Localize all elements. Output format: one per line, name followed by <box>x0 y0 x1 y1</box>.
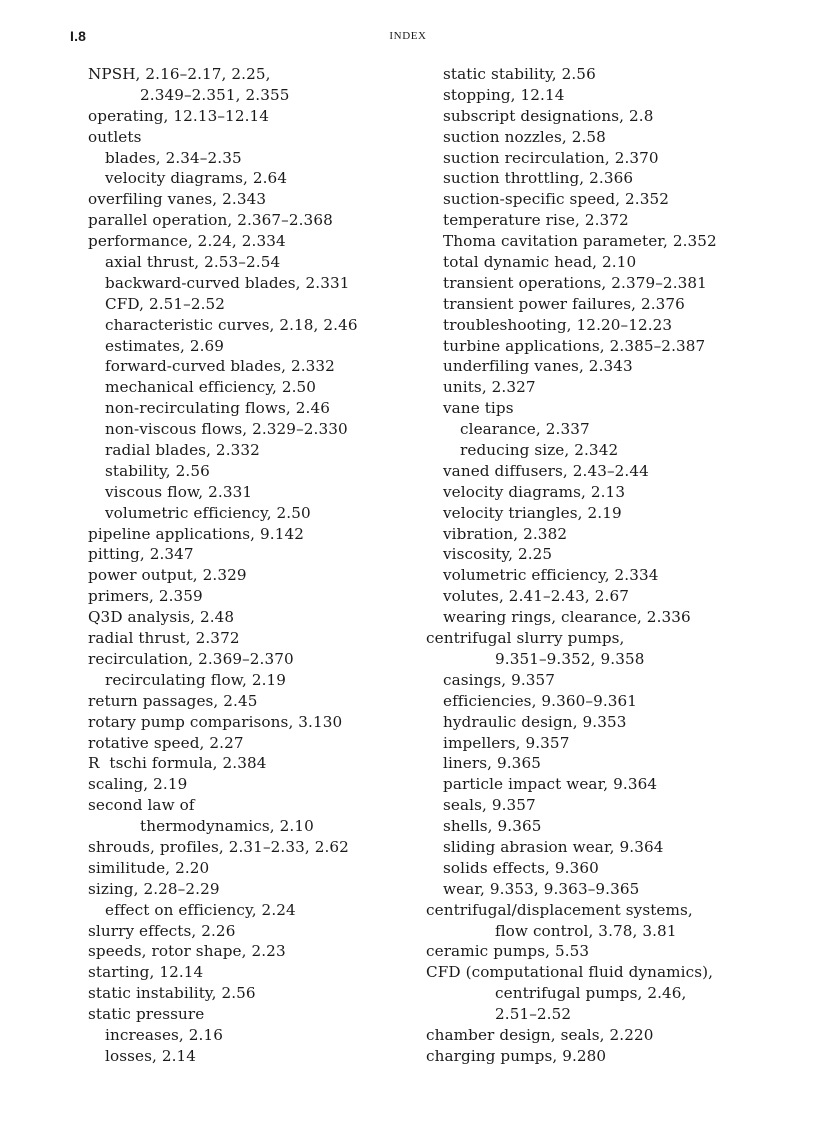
index-entry: reducing size, 2.342 <box>460 441 619 460</box>
index-entry: volumetric efficiency, 2.334 <box>443 566 659 585</box>
index-entry: 2.349–2.351, 2.355 <box>140 85 290 104</box>
index-entry: Thoma cavitation parameter, 2.352 <box>443 232 717 251</box>
index-entry: impellers, 9.357 <box>443 733 570 752</box>
index-entry: blades, 2.34–2.35 <box>105 148 242 167</box>
index-entry: subscript designations, 2.8 <box>443 106 654 125</box>
index-entry: clearance, 2.337 <box>460 420 590 439</box>
index-entry: speeds, rotor shape, 2.23 <box>88 942 286 961</box>
index-entry: velocity diagrams, 2.64 <box>105 169 288 188</box>
index-entry: vibration, 2.382 <box>443 524 568 543</box>
index-entry: power output, 2.329 <box>88 566 247 585</box>
index-entry: suction nozzles, 2.58 <box>443 127 606 146</box>
index-entry: shrouds, profiles, 2.31–2.33, 2.62 <box>88 837 349 856</box>
index-entry: particle impact wear, 9.364 <box>443 775 658 794</box>
index-entry: slurry effects, 2.26 <box>88 921 236 940</box>
index-entry: Q3D analysis, 2.48 <box>88 608 235 627</box>
index-entry: static pressure <box>88 1005 205 1024</box>
index-entry: troubleshooting, 12.20–12.23 <box>443 315 673 334</box>
index-entry: increases, 2.16 <box>105 1025 223 1044</box>
index-entry: vaned diffusers, 2.43–2.44 <box>443 461 649 480</box>
index-entry: return passages, 2.45 <box>88 691 258 710</box>
index-entry: wearing rings, clearance, 2.336 <box>443 608 691 627</box>
index-entry: thermodynamics, 2.10 <box>140 817 314 836</box>
running-head: INDEX <box>389 30 427 42</box>
index-entry: efficiencies, 9.360–9.361 <box>443 691 638 710</box>
index-entry: velocity diagrams, 2.13 <box>443 482 626 501</box>
index-entry: non-recirculating flows, 2.46 <box>105 399 330 418</box>
index-entry: NPSH, 2.16–2.17, 2.25, <box>88 65 271 83</box>
index-entry: parallel operation, 2.367–2.368 <box>88 211 333 230</box>
index-entry: charging pumps, 9.280 <box>426 1046 607 1065</box>
index-entry: backward-curved blades, 2.331 <box>105 273 350 292</box>
index-entry: axial thrust, 2.53–2.54 <box>105 253 281 272</box>
index-entry: radial thrust, 2.372 <box>88 629 240 648</box>
index-entry: flow control, 3.78, 3.81 <box>495 921 677 940</box>
index-column-right <box>426 64 776 1067</box>
index-entry: estimates, 2.69 <box>105 336 225 355</box>
index-entry: velocity triangles, 2.19 <box>443 503 622 522</box>
index-entry: ceramic pumps, 5.53 <box>426 942 590 961</box>
index-entry: wear, 9.353, 9.363–9.365 <box>443 879 640 898</box>
index-entry: chamber design, seals, 2.220 <box>426 1025 654 1044</box>
index-column-left <box>88 64 408 1067</box>
index-entry: 2.51–2.52 <box>495 1005 572 1024</box>
index-entry: temperature rise, 2.372 <box>443 211 629 230</box>
index-entry: mechanical efficiency, 2.50 <box>105 378 317 397</box>
index-entry: pipeline applications, 9.142 <box>88 524 304 543</box>
index-entry: scaling, 2.19 <box>88 775 188 794</box>
index-entry: primers, 2.359 <box>88 587 203 606</box>
index-entry: units, 2.327 <box>443 378 536 397</box>
index-entry: effect on efficiency, 2.24 <box>105 900 296 919</box>
index-entry: 9.351–9.352, 9.358 <box>495 649 645 668</box>
index-entry: stability, 2.56 <box>105 461 210 480</box>
index-entry: outlets <box>88 127 142 146</box>
index-entry: pitting, 2.347 <box>88 545 194 564</box>
index-entry: non-viscous flows, 2.329–2.330 <box>105 420 348 439</box>
index-entry: starting, 12.14 <box>88 963 204 982</box>
index-entry: seals, 9.357 <box>443 796 536 815</box>
index-entry: performance, 2.24, 2.334 <box>88 232 286 251</box>
index-entry: volumetric efficiency, 2.50 <box>105 503 311 522</box>
index-entry: stopping, 12.14 <box>443 85 565 104</box>
index-entry: losses, 2.14 <box>105 1046 197 1065</box>
index-entry: rotary pump comparisons, 3.130 <box>88 712 343 731</box>
index-entry: second law of <box>88 796 195 815</box>
index-entry: CFD, 2.51–2.52 <box>105 294 226 313</box>
index-entry: centrifugal slurry pumps, <box>426 629 625 648</box>
index-entry: suction-specific speed, 2.352 <box>443 190 670 209</box>
index-entry: transient power failures, 2.376 <box>443 294 685 313</box>
index-entry: static stability, 2.56 <box>443 65 596 83</box>
index-entry: underfiling vanes, 2.343 <box>443 357 633 376</box>
page-number: I.8 <box>70 28 87 44</box>
index-entry: liners, 9.365 <box>443 754 541 773</box>
index-entry: hydraulic design, 9.353 <box>443 712 627 731</box>
index-entry: recirculating flow, 2.19 <box>105 670 287 689</box>
index-entry: characteristic curves, 2.18, 2.46 <box>105 315 358 334</box>
index-entry: transient operations, 2.379–2.381 <box>443 273 707 292</box>
index-entry: CFD (computational fluid dynamics), <box>426 963 714 982</box>
index-entry: total dynamic head, 2.10 <box>443 253 637 272</box>
index-entry: viscosity, 2.25 <box>443 545 553 564</box>
index-entry: static instability, 2.56 <box>88 984 256 1003</box>
index-entry: suction throttling, 2.366 <box>443 169 634 188</box>
index-entry: recirculation, 2.369–2.370 <box>88 649 294 668</box>
index-entry: shells, 9.365 <box>443 817 542 836</box>
index-entry: centrifugal/displacement systems, <box>426 900 693 919</box>
index-entry: solids effects, 9.360 <box>443 858 599 877</box>
index-entry: suction recirculation, 2.370 <box>443 148 659 167</box>
index-entry: R tschi formula, 2.384 <box>88 754 267 773</box>
index-entry: centrifugal pumps, 2.46, <box>495 984 687 1003</box>
index-entry: radial blades, 2.332 <box>105 441 260 460</box>
index-entry: similitude, 2.20 <box>88 858 210 877</box>
index-entry: viscous flow, 2.331 <box>105 482 253 501</box>
index-entry: sizing, 2.28–2.29 <box>88 879 220 898</box>
index-entry: rotative speed, 2.27 <box>88 733 244 752</box>
index-entry: overfiling vanes, 2.343 <box>88 190 267 209</box>
index-entry: operating, 12.13–12.14 <box>88 106 270 125</box>
index-entry: casings, 9.357 <box>443 670 556 689</box>
index-entry: volutes, 2.41–2.43, 2.67 <box>443 587 629 606</box>
index-entry: sliding abrasion wear, 9.364 <box>443 837 664 856</box>
index-entry: forward-curved blades, 2.332 <box>105 357 335 376</box>
index-entry: turbine applications, 2.385–2.387 <box>443 336 706 355</box>
index-entry: vane tips <box>443 399 514 418</box>
